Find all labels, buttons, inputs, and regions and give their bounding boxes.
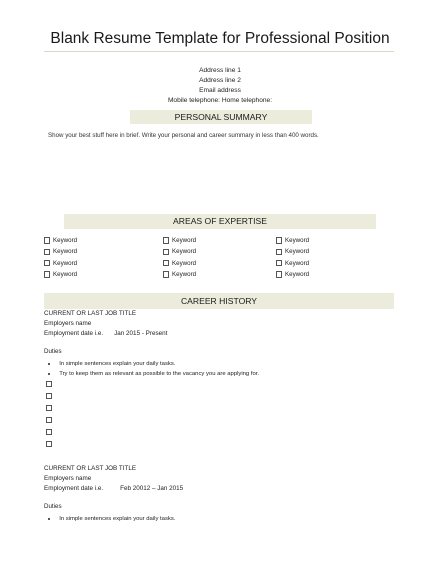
career-history-heading: CAREER HISTORY [44, 293, 394, 309]
keyword-item: Keyword [163, 235, 196, 246]
address-line-2: Address line 2 [199, 77, 241, 84]
keyword-item: Keyword [163, 269, 196, 280]
employment-date: Employment date i.e. Jan 2015 - Present [44, 330, 168, 337]
job-title: CURRENT OR LAST JOB TITLE [44, 465, 137, 472]
email-address: Email address [199, 87, 241, 94]
checkbox-icon [46, 405, 52, 412]
keyword-item: Keyword [44, 258, 77, 269]
keyword-item: Keyword [163, 246, 196, 257]
checkbox-icon [163, 237, 169, 244]
checkbox-icon [163, 249, 169, 256]
bullet-icon [48, 373, 50, 375]
list-item [46, 438, 55, 450]
list-item: Try to keep them as relevant as possible to the vacancy you are applying for. [48, 369, 259, 379]
document-title: Blank Resume Template for Professional Position [50, 30, 390, 47]
checkbox-icon [44, 237, 50, 244]
duties-list-2 [48, 514, 175, 524]
job-entry-2 [44, 464, 183, 494]
keyword-item: Keyword [44, 246, 77, 257]
checkbox-icon [276, 237, 282, 244]
list-item [46, 426, 55, 438]
checkbox-icon [163, 271, 169, 278]
employer-name: Employers name [44, 475, 92, 482]
checkbox-icon [46, 393, 52, 400]
keyword-item: Keyword [276, 258, 309, 269]
keyword-item: Keyword [276, 269, 309, 280]
keyword-column-3 [276, 235, 309, 280]
personal-summary-heading: PERSONAL SUMMARY [130, 110, 312, 124]
keyword-item: Keyword [163, 258, 196, 269]
list-item: In simple sentences explain your daily tasks. [48, 514, 175, 524]
checkbox-icon [46, 417, 52, 424]
checkbox-icon [46, 429, 52, 436]
checkbox-icon [276, 271, 282, 278]
keyword-item: Keyword [44, 269, 77, 280]
duties-label: Duties [44, 348, 62, 355]
areas-of-expertise-heading: AREAS OF EXPERTISE [64, 214, 376, 229]
duties-list-1 [48, 359, 259, 379]
checkbox-icon [44, 249, 50, 256]
list-item [46, 378, 55, 390]
keyword-item: Keyword [44, 235, 77, 246]
contact-block [0, 66, 440, 106]
checkbox-icon [163, 260, 169, 267]
employment-date-value: Feb 20012 – Jan 2015 [120, 485, 184, 492]
list-item [46, 414, 55, 426]
keyword-item: Keyword [276, 246, 309, 257]
list-item: In simple sentences explain your daily tasks. [48, 359, 259, 369]
title-divider [44, 51, 394, 52]
bullet-icon [48, 518, 50, 520]
keyword-column-1 [44, 235, 77, 280]
job-title: CURRENT OR LAST JOB TITLE [44, 310, 137, 317]
keyword-item: Keyword [276, 235, 309, 246]
checkbox-icon [276, 260, 282, 267]
list-item [46, 390, 55, 402]
checkbox-icon [44, 271, 50, 278]
checkbox-icon [276, 249, 282, 256]
telephone-line: Mobile telephone: Home telephone: [167, 97, 273, 104]
job-entry-1 [44, 309, 167, 339]
employment-date: Employment date i.e. Feb 20012 – Jan 2015 [44, 485, 184, 492]
keyword-column-2 [163, 235, 196, 280]
employment-date-value: Jan 2015 - Present [114, 330, 168, 337]
bullet-icon [48, 363, 50, 365]
checkbox-icon [46, 381, 52, 388]
employer-name: Employers name [44, 320, 92, 327]
address-line-1: Address line 1 [199, 67, 241, 74]
empty-bullet-list [46, 378, 55, 450]
list-item [46, 402, 55, 414]
duties-label: Duties [44, 503, 62, 510]
checkbox-icon [46, 441, 52, 448]
personal-summary-text: Show your best stuff here in brief. Write your personal and career summary in less than 400 words. [48, 132, 319, 139]
checkbox-icon [44, 260, 50, 267]
